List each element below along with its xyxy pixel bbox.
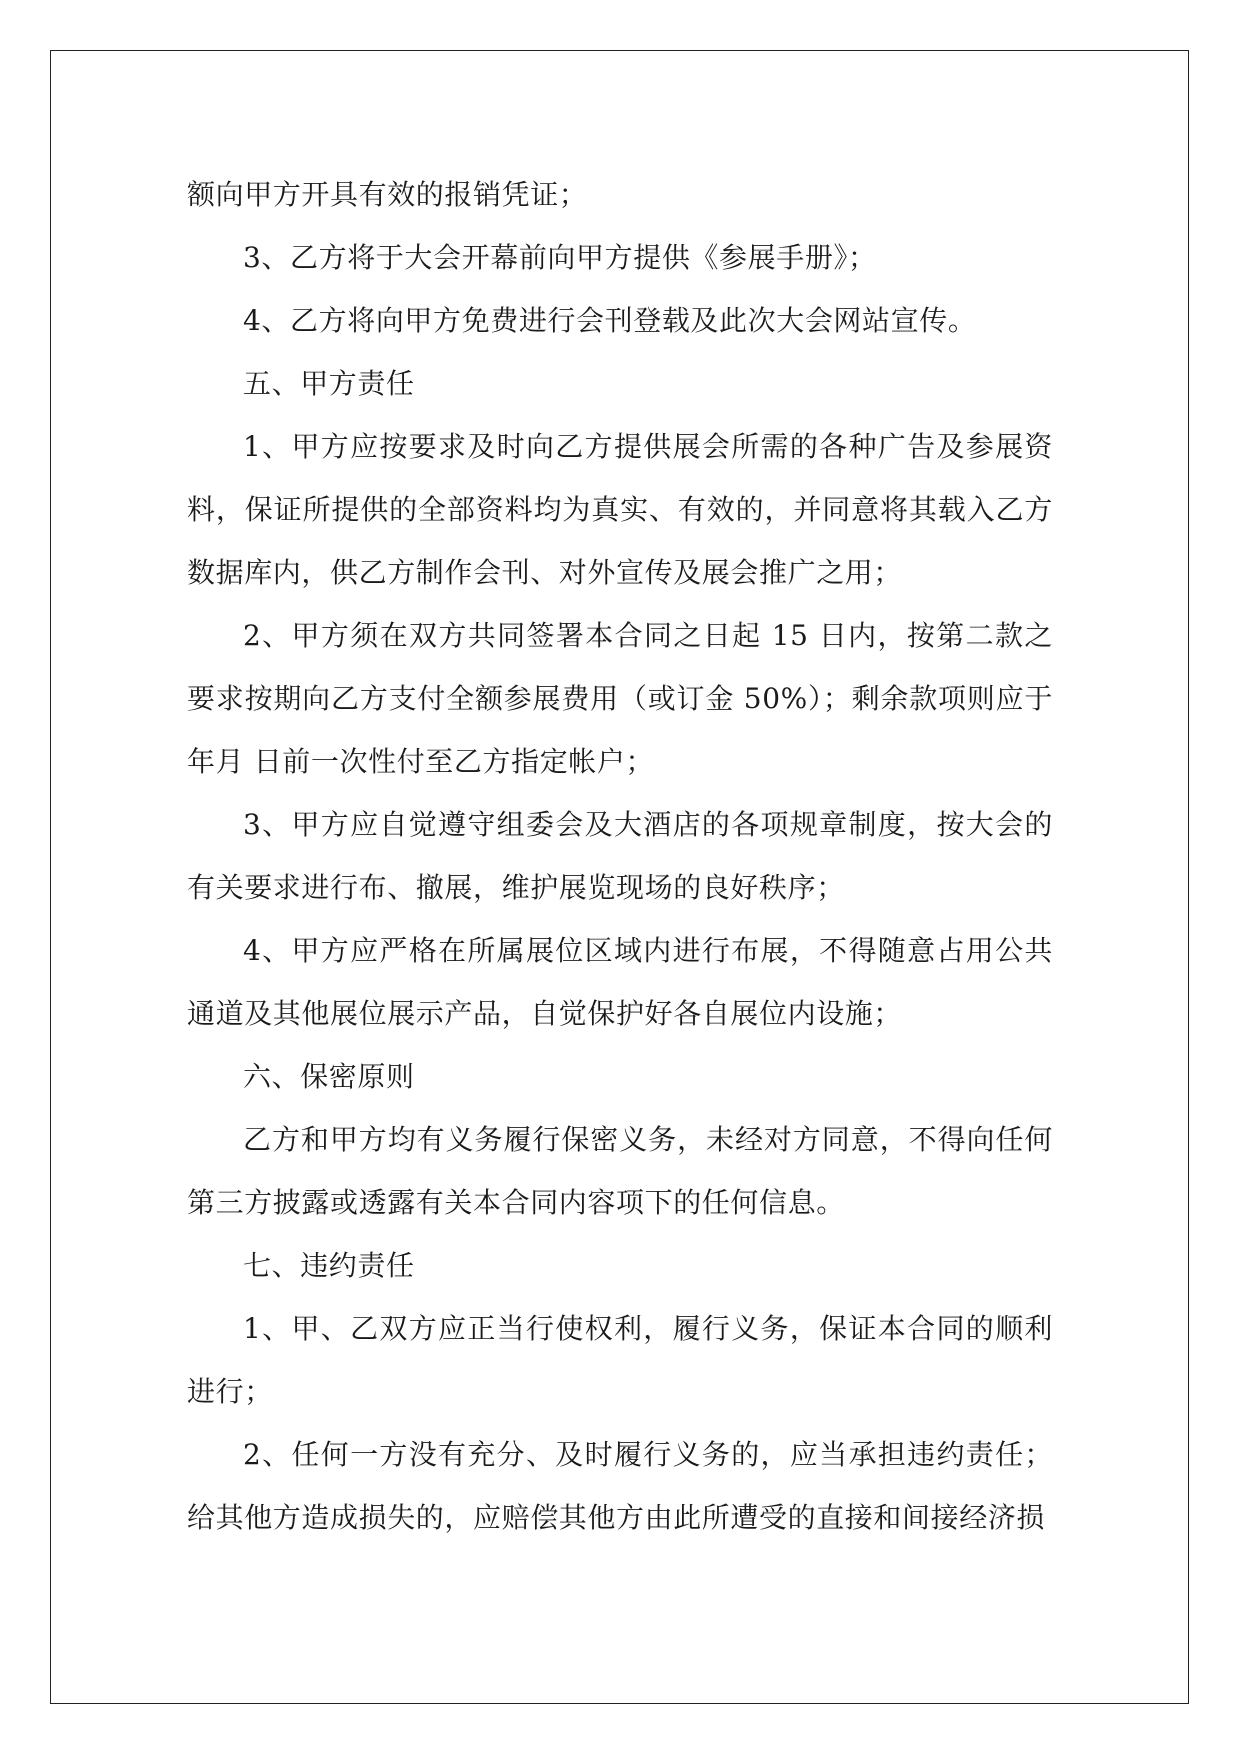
paragraph-exercise-rights: 1、甲、乙双方应正当行使权利，履行义务，保证本合同的顺利进行； bbox=[187, 1312, 1053, 1408]
section-heading-party-a-duties: 五、甲方责任 bbox=[243, 367, 415, 400]
section-heading-confidentiality: 六、保密原则 bbox=[243, 1060, 415, 1093]
document-body bbox=[187, 163, 1053, 1549]
paragraph-provide-materials: 1、甲方应按要求及时向乙方提供展会所需的各种广告及参展资料，保证所提供的全部资料均为真实、有效的，并同意将其载入乙方数据库内，供乙方制作会刊、对外宣传及展会推广之用； bbox=[187, 430, 1053, 589]
paragraph-exhibitor-manual: 3、乙方将于大会开幕前向甲方提供《参展手册》； bbox=[243, 241, 877, 274]
paragraph-comply-rules: 3、甲方应自觉遵守组委会及大酒店的各项规章制度，按大会的有关要求进行布、撤展，维护展览现场的良好秩序； bbox=[187, 808, 1053, 904]
paragraph-free-publicity: 4、乙方将向甲方免费进行会刊登载及此次大会网站宣传。 bbox=[243, 304, 977, 337]
paragraph-breach-compensation: 2、任何一方没有充分、及时履行义务的，应当承担违约责任；给其他方造成损失的，应赔偿其他方由此所遭受的直接和间接经济损 bbox=[187, 1438, 1053, 1534]
section-heading-breach-liability: 七、违约责任 bbox=[243, 1249, 415, 1282]
paragraph-booth-area: 4、甲方应严格在所属展位区域内进行布展，不得随意占用公共通道及其他展位展示产品，自觉保护好各自展位内设施； bbox=[187, 934, 1053, 1030]
paragraph-reimbursement-voucher: 额向甲方开具有效的报销凭证； bbox=[187, 178, 588, 211]
paragraph-payment-terms: 2、甲方须在双方共同签署本合同之日起 15 日内，按第二款之要求按期向乙方支付全额参展费用（或订金 50%）；剩余款项则应于 年月 日前一次性付至乙方指定帐户； bbox=[187, 619, 1053, 778]
paragraph-confidentiality: 乙方和甲方均有义务履行保密义务，未经对方同意，不得向任何第三方披露或透露有关本合同内容项下的任何信息。 bbox=[187, 1123, 1053, 1219]
